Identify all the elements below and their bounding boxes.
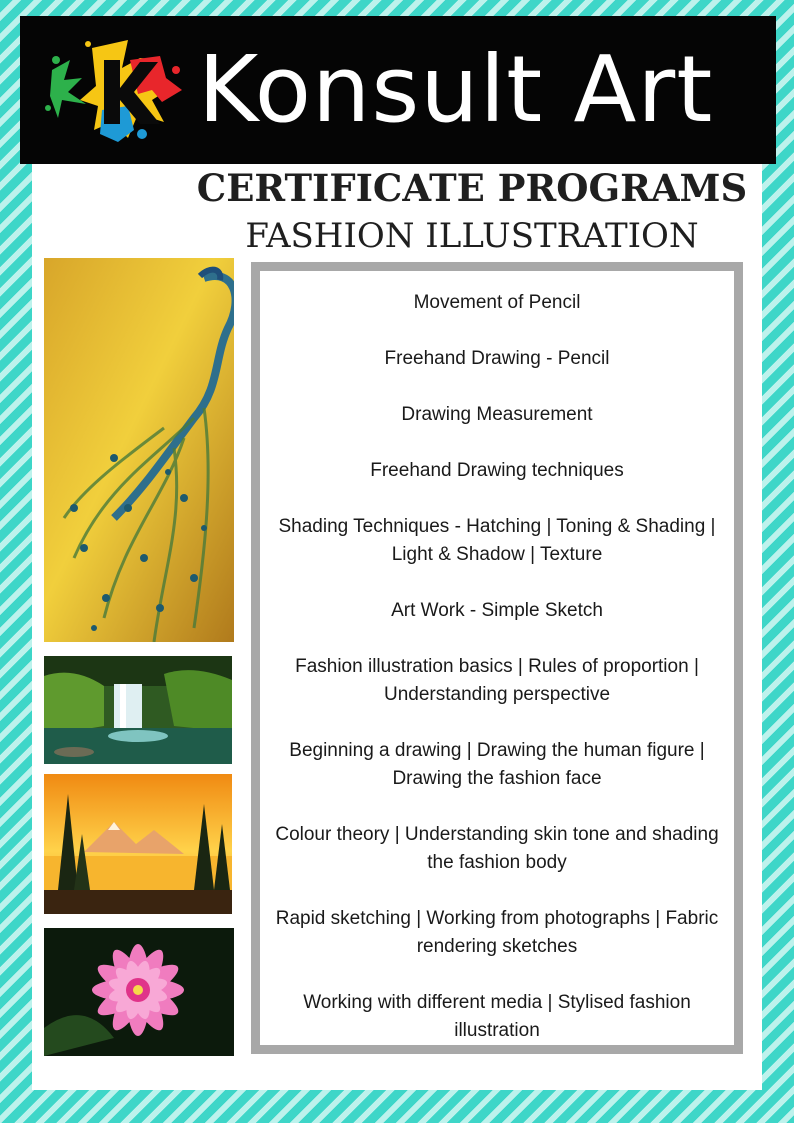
page-title: CERTIFICATE PROGRAMS (196, 166, 748, 210)
header-banner (20, 16, 776, 164)
topic-item: Drawing Measurement (401, 404, 593, 425)
peacock-painting (44, 258, 234, 642)
waterfall-photo (44, 656, 232, 764)
topic-item: Colour theory | Understanding skin tone and shading the fashion body (275, 824, 719, 873)
brand-name: Konsult Art (198, 36, 714, 143)
topic-item: Freehand Drawing techniques (370, 460, 624, 481)
topic-item: Movement of Pencil (413, 292, 581, 313)
topic-item: Shading Techniques - Hatching | Toning & Shading | Light & Shadow | Texture (278, 516, 716, 565)
sunset-lake-painting (44, 774, 232, 914)
topic-item: Fashion illustration basics | Rules of proportion | Understanding perspective (295, 656, 699, 705)
page-subtitle: FASHION ILLUSTRATION (245, 216, 699, 256)
topic-item: Beginning a drawing | Drawing the human figure | Drawing the fashion face (289, 740, 705, 789)
topic-item: Working with different media | Stylised fashion illustration (303, 992, 691, 1041)
course-topics-box (251, 262, 743, 1054)
course-topics-list (260, 271, 734, 1045)
k-paint-splash-logo-icon (42, 30, 192, 150)
topic-item: Rapid sketching | Working from photographs | Fabric rendering sketches (275, 908, 719, 957)
topic-item: Art Work - Simple Sketch (391, 600, 603, 621)
topic-item: Freehand Drawing - Pencil (384, 348, 610, 369)
dahlia-flower-photo (44, 928, 234, 1056)
